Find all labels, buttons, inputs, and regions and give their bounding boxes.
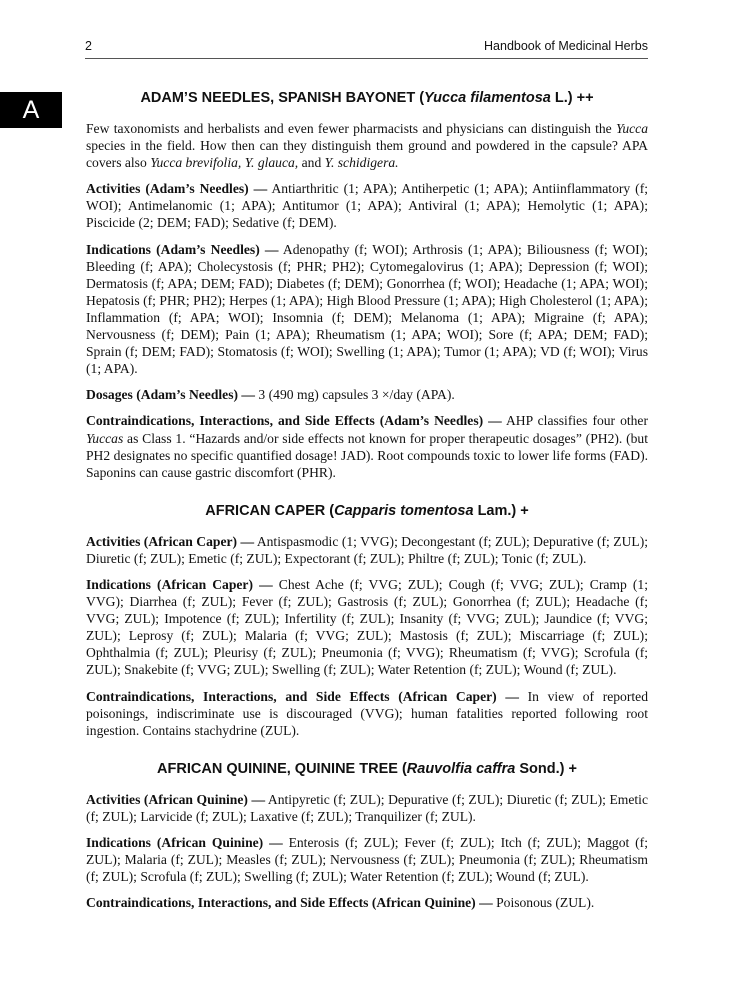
entry-title [86,757,648,781]
indications-text: Chest Ache (f; VVG; ZUL); Cough (f; VVG; ZUL); Cramp (1; VVG); Diarrhea (f; ZUL); Fever (f; ZUL); Gastrosis (f; ZUL); Gonorrhea (f; ZUL); Headache (f; VVG; ZUL); Impotence (f; ZUL); Infertility (f; ZUL); Insanity (f; VVG; ZUL); Jaundice (f; VVG; ZUL); Leprosy (f; ZUL); Malaria (f; VVG; ZUL); Mastosis (f; ZUL); Miscarriage (f; ZUL); Ophthalmia (f; ZUL); Pleurisy (f; ZUL); Pneumonia (f; VVG); Rheumatism (f; VVG); Scrofula (f; ZUL); Snakebite (f; VVG; ZUL); Swelling (f; ZUL); Water Retention (f; ZUL); Wound (f; ZUL). [86,576,648,678]
entry-title-end: L.) ++ [550,90,594,106]
indications-label: Indications (African Caper) — [86,576,273,592]
activities-paragraph [86,791,648,825]
indications-label: Indications (African Quinine) — [86,835,283,850]
entry-title-main: ADAM’S NEEDLES, SPANISH BAYONET ( [140,90,425,106]
activities-label: Activities (African Caper) — [86,533,255,549]
contraindications-latin: Yuccas [86,430,124,446]
indications-text: Enterosis (f; ZUL); Fever (f; ZUL); Itch (f; ZUL); Maggot (f; ZUL); Malaria (f; ZUL); Measles (f; ZUL); Nervousness (f; ZUL); Pneumonia (f; ZUL); Rheumatism (f; ZUL); Scrofula (f; ZUL); Swelling (f; ZUL); Water Retention (f; ZUL); Wound (f; ZUL). [86,835,648,885]
entry-african-quinine [86,757,648,912]
activities-paragraph [86,180,648,231]
intro-latin: Y. schidigera. [324,155,399,171]
entry-intro [86,120,648,171]
running-title: Handbook of Medicinal Herbs [484,39,648,53]
entry-title-main: AFRICAN CAPER ( [205,502,335,519]
intro-latin: Yucca [616,121,648,136]
indications-paragraph [86,241,648,378]
section-thumb-tab: A [0,92,62,128]
header-rule [85,58,648,59]
contraindications-text: as Class 1. “Hazards and/or side effects not known for proper therapeutic dosages” (PH2). (but PH2 designates no specific quantified dosage! JAD). Root compounds toxic to lower life forms (FAD). Saponins can cause gastric discomfort (PHR). [86,430,648,480]
indications-paragraph [86,834,648,885]
contraindications-text: In view of reported poisonings, indiscriminate use is discouraged (VVG); human fatalities reported following root ingestion. Contains stachydrine (ZUL). [86,688,648,738]
entry-african-caper [86,499,648,739]
activities-text: Antispasmodic (1; VVG); Decongestant (f; ZUL); Depurative (f; ZUL); Diuretic (f; ZUL); Emetic (f; ZUL); Expectorant (f; ZUL); Philtre (f; ZUL); Tonic (f; ZUL). [86,533,648,566]
indications-paragraph [86,576,648,679]
intro-text: species in the field. How then can they distinguish them ground and powdered in the capsule? APA covers also [86,138,648,171]
entry-title-end: Sond.) + [515,760,577,777]
page-body [86,86,648,920]
activities-paragraph [86,533,648,567]
entry-title-latin: Capparis tomentosa [334,502,474,519]
running-header [85,36,648,56]
indications-label: Indications (Adam’s Needles) — [86,241,279,257]
intro-text: and [298,155,325,171]
intro-text: Few taxonomists and herbalists and even fewer pharmacists and physicians can distinguish the [86,121,617,136]
entry-title [86,499,648,523]
page-number: 2 [85,39,92,53]
contraindications-paragraph [86,412,648,480]
entry-adams-needles [86,86,648,481]
entry-title-main: AFRICAN QUININE, QUININE TREE ( [157,760,407,777]
activities-text: Antiarthritic (1; APA); Antiherpetic (1; APA); Antiinflammatory (f; WOI); Antimelanomic (1; APA); Antitumor (1; APA); Antiviral (1; APA); Hemolytic (1; APA); Piscicide (2; DEM; FAD); Sedative (f; DEM). [86,181,648,231]
entry-title-end: Lam.) + [473,502,529,519]
dosages-text: 3 (490 mg) capsules 3 ×/day (APA). [255,387,455,403]
dosages-paragraph [86,386,648,403]
contraindications-paragraph [86,688,648,739]
activities-label: Activities (Adam’s Needles) — [86,181,268,197]
entry-title-latin: Rauvolfia caffra [406,760,516,777]
contraindications-label: Contraindications, Interactions, and Side Effects (African Caper) — [86,688,519,704]
intro-latin: Yucca brevifolia, Y. glauca, [150,155,299,171]
contraindications-text: AHP classifies four other [501,413,648,429]
entry-title [86,86,648,110]
contraindications-text: Poisonous (ZUL). [492,895,595,911]
activities-text: Antipyretic (f; ZUL); Depurative (f; ZUL); Diuretic (f; ZUL); Emetic (f; ZUL); Larvicide (f; ZUL); Laxative (f; ZUL); Tranquilizer (f; ZUL). [86,791,648,824]
dosages-label: Dosages (Adam’s Needles) — [86,387,256,403]
contraindications-label: Contraindications, Interactions, and Side Effects (African Quinine) — [86,895,493,911]
entry-title-latin: Yucca filamentosa [424,90,551,106]
contraindications-paragraph [86,894,648,911]
indications-text: Adenopathy (f; WOI); Arthrosis (1; APA); Biliousness (f; WOI); Bleeding (f; APA); Cholecystosis (f; PHR; PH2); Cytomegalovirus (1; APA); Depression (f; WOI); Dermatosis (f; APA; DEM; FAD); Diabetes (f; DEM); Gonorrhea (f; WOI); Headache (1; APA; WOI); Hepatosis (f; PHR; PH2); Herpes (1; APA); High Blood Pressure (1; APA); High Cholesterol (1; APA); Inflammation (f; APA; WOI); Insomnia (f; DEM); Melanoma (1; APA); Migraine (f; APA); Nervousness (f; DEM); Pain (1; APA); Rheumatism (1; APA; WOI); Sore (f; APA; DEM; FAD); Sprain (f; DEM; FAD); Stomatosis (f; WOI); Swelling (1; APA); Tumor (1; APA); VD (f; WOI); Virus (1; APA). [86,241,649,377]
activities-label: Activities (African Quinine) — [86,791,266,807]
contraindications-label: Contraindications, Interactions, and Side Effects (Adam’s Needles) — [86,413,502,429]
